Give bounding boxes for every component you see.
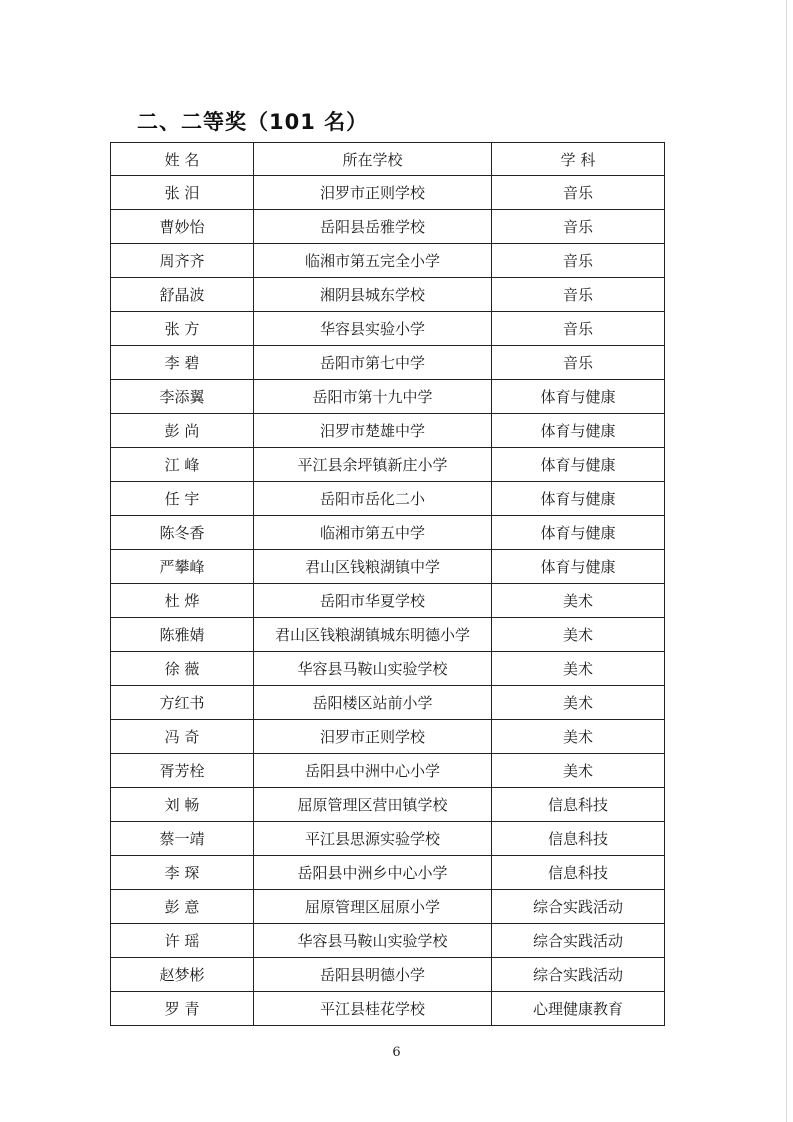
cell-school: 岳阳市岳化二小: [254, 482, 492, 516]
table-row: [111, 584, 665, 618]
cell-name: 杜 烨: [111, 584, 254, 618]
cell-school: 临湘市第五中学: [254, 516, 492, 550]
header-subject: 学 科: [492, 143, 665, 176]
cell-school: 汨罗市正则学校: [254, 720, 492, 754]
cell-subject: 美术: [492, 584, 665, 618]
table-row: [111, 822, 665, 856]
table-row: [111, 448, 665, 482]
cell-school: 岳阳市第七中学: [254, 346, 492, 380]
cell-name: 彭 尚: [111, 414, 254, 448]
cell-subject: 音乐: [492, 278, 665, 312]
table-row: [111, 278, 665, 312]
cell-name: 刘 畅: [111, 788, 254, 822]
cell-subject: 体育与健康: [492, 550, 665, 584]
table-row: [111, 890, 665, 924]
cell-name: 赵梦彬: [111, 958, 254, 992]
cell-subject: 体育与健康: [492, 380, 665, 414]
cell-name: 张 方: [111, 312, 254, 346]
award-table: [110, 142, 665, 1026]
cell-school: 岳阳楼区站前小学: [254, 686, 492, 720]
table-row: [111, 958, 665, 992]
cell-subject: 心理健康教育: [492, 992, 665, 1026]
cell-subject: 信息科技: [492, 788, 665, 822]
table-row: [111, 788, 665, 822]
cell-school: 岳阳县中洲乡中心小学: [254, 856, 492, 890]
cell-name: 冯 奇: [111, 720, 254, 754]
table-row: [111, 686, 665, 720]
table-row: [111, 380, 665, 414]
page-number: 6: [392, 1045, 401, 1060]
table-row: [111, 992, 665, 1026]
cell-subject: 音乐: [492, 176, 665, 210]
cell-subject: 音乐: [492, 346, 665, 380]
cell-name: 蔡一靖: [111, 822, 254, 856]
cell-name: 张 汨: [111, 176, 254, 210]
cell-subject: 综合实践活动: [492, 958, 665, 992]
table-row: [111, 754, 665, 788]
cell-school: 华容县马鞍山实验学校: [254, 924, 492, 958]
table-row: [111, 652, 665, 686]
cell-school: 汨罗市楚雄中学: [254, 414, 492, 448]
header-school: 所在学校: [254, 143, 492, 176]
header-name: 姓 名: [111, 143, 254, 176]
cell-name: 严攀峰: [111, 550, 254, 584]
cell-school: 君山区钱粮湖镇中学: [254, 550, 492, 584]
table-row: [111, 210, 665, 244]
cell-subject: 综合实践活动: [492, 890, 665, 924]
table-row: [111, 414, 665, 448]
cell-name: 江 峰: [111, 448, 254, 482]
cell-school: 岳阳县岳雅学校: [254, 210, 492, 244]
cell-name: 陈冬香: [111, 516, 254, 550]
cell-subject: 体育与健康: [492, 482, 665, 516]
cell-school: 岳阳县中洲中心小学: [254, 754, 492, 788]
cell-name: 曹妙怡: [111, 210, 254, 244]
table-row: [111, 312, 665, 346]
table-row: [111, 346, 665, 380]
cell-subject: 信息科技: [492, 856, 665, 890]
cell-name: 方红书: [111, 686, 254, 720]
cell-school: 华容县实验小学: [254, 312, 492, 346]
table-row: [111, 516, 665, 550]
cell-subject: 体育与健康: [492, 516, 665, 550]
cell-school: 屈原管理区营田镇学校: [254, 788, 492, 822]
cell-school: 湘阴县城东学校: [254, 278, 492, 312]
table-row: [111, 924, 665, 958]
cell-subject: 美术: [492, 686, 665, 720]
cell-subject: 音乐: [492, 312, 665, 346]
table-row: [111, 176, 665, 210]
table-header-row: [111, 143, 665, 176]
cell-school: 临湘市第五完全小学: [254, 244, 492, 278]
cell-name: 彭 意: [111, 890, 254, 924]
table-row: [111, 550, 665, 584]
table-row: [111, 244, 665, 278]
cell-subject: 美术: [492, 754, 665, 788]
cell-subject: 体育与健康: [492, 448, 665, 482]
cell-name: 任 宇: [111, 482, 254, 516]
cell-name: 许 瑶: [111, 924, 254, 958]
cell-school: 岳阳市华夏学校: [254, 584, 492, 618]
cell-subject: 美术: [492, 652, 665, 686]
cell-name: 胥芳栓: [111, 754, 254, 788]
cell-name: 李 碧: [111, 346, 254, 380]
cell-subject: 美术: [492, 720, 665, 754]
cell-subject: 体育与健康: [492, 414, 665, 448]
cell-school: 平江县余坪镇新庄小学: [254, 448, 492, 482]
cell-school: 岳阳市第十九中学: [254, 380, 492, 414]
cell-name: 李添翼: [111, 380, 254, 414]
table-row: [111, 618, 665, 652]
cell-school: 岳阳县明德小学: [254, 958, 492, 992]
cell-school: 汨罗市正则学校: [254, 176, 492, 210]
cell-subject: 音乐: [492, 210, 665, 244]
cell-subject: 音乐: [492, 244, 665, 278]
cell-name: 舒晶波: [111, 278, 254, 312]
table-row: [111, 482, 665, 516]
cell-name: 徐 薇: [111, 652, 254, 686]
cell-subject: 美术: [492, 618, 665, 652]
scan-edge-line: [786, 0, 787, 1122]
cell-name: 陈雅婧: [111, 618, 254, 652]
table-row: [111, 720, 665, 754]
cell-name: 罗 青: [111, 992, 254, 1026]
cell-name: 周齐齐: [111, 244, 254, 278]
cell-school: 华容县马鞍山实验学校: [254, 652, 492, 686]
cell-school: 平江县桂花学校: [254, 992, 492, 1026]
cell-school: 屈原管理区屈原小学: [254, 890, 492, 924]
section-title: 二、二等奖（101 名）: [137, 110, 369, 134]
cell-subject: 信息科技: [492, 822, 665, 856]
cell-name: 李 琛: [111, 856, 254, 890]
cell-school: 平江县思源实验学校: [254, 822, 492, 856]
table-row: [111, 856, 665, 890]
cell-school: 君山区钱粮湖镇城东明德小学: [254, 618, 492, 652]
cell-subject: 综合实践活动: [492, 924, 665, 958]
